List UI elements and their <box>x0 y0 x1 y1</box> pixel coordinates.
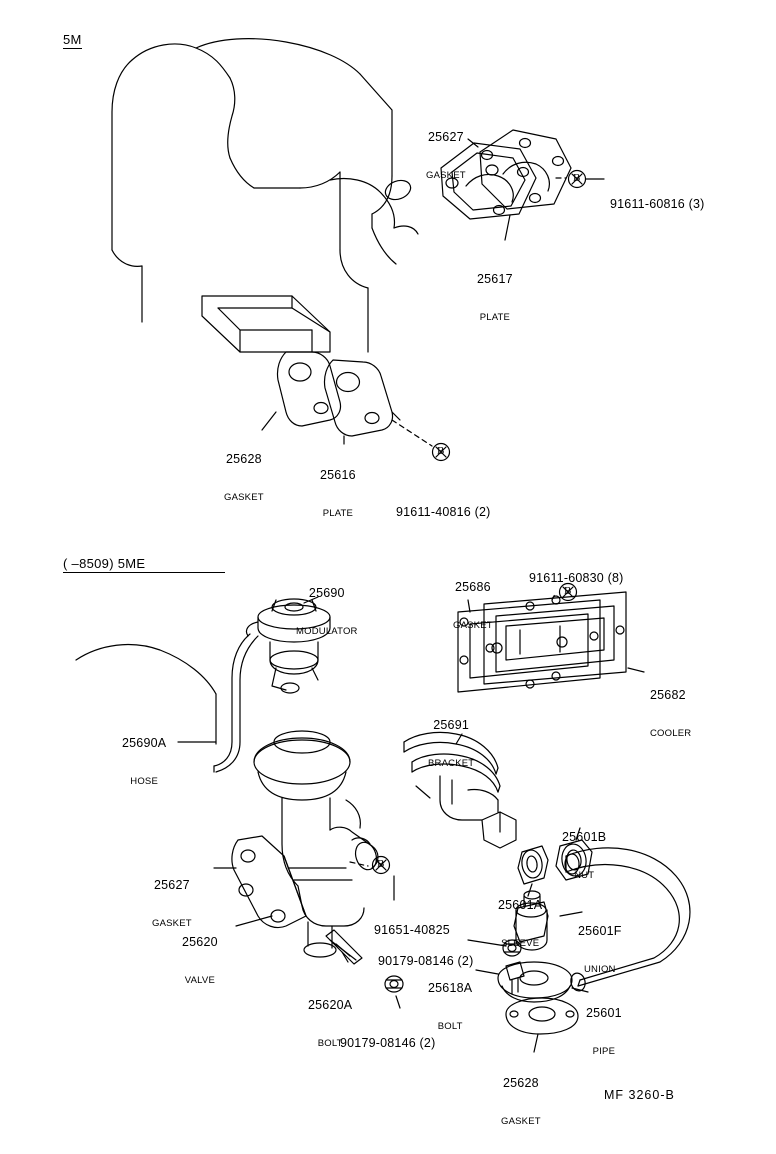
part-25690a-hose <box>214 634 258 772</box>
part-25628-gasket-bottom <box>506 998 578 1034</box>
section-label-5m: 5M <box>63 32 82 47</box>
leader-25617 <box>505 215 510 240</box>
callout-bolt-91611-40816: 91611-40816 (2) <box>396 505 491 519</box>
engine-head-outline <box>112 39 392 352</box>
callout-bolt-91611-60816: 91611-60816 (3) <box>610 197 705 211</box>
callout-25682-cooler: 25682 COOLER <box>650 688 692 739</box>
callout-25617-plate: 25617 PLATE <box>477 272 513 323</box>
callout-25690a-hose: 25690A HOSE <box>122 736 167 787</box>
section-label-5me: ( –8509) 5ME <box>63 556 225 573</box>
part-25620-valve <box>254 731 380 957</box>
leader-91651-40825 <box>350 862 368 866</box>
leader-bolt-40816 <box>392 420 432 446</box>
callout-25628-gasket-bottom: 25628 GASKET <box>501 1076 541 1127</box>
callout-25620a-bolt: 25620A BOLT <box>308 998 353 1049</box>
callout-25620-valve: 25620 VALVE <box>182 935 218 986</box>
callout-25627-gasket-bottom: 25627 GASKET <box>152 878 192 929</box>
callout-25690-modulator: 25690 MODULATOR <box>296 586 358 637</box>
callout-25601-pipe: 25601 PIPE <box>586 1006 622 1057</box>
bolt-marker-b-top-2: B <box>437 445 445 457</box>
callout-25616-plate: 25616 PLATE <box>320 468 356 519</box>
part-25628-gasket-top <box>277 352 340 426</box>
callout-25627-gasket-top: 25627 GASKET <box>426 130 466 181</box>
leader-90179-lower <box>396 996 400 1008</box>
callout-25691-bracket: 25691 BRACKET <box>428 718 475 769</box>
bolt-marker-b-bottom-1: B <box>564 585 572 597</box>
callout-nut-90179-08146-lower: 90179-08146 (2) <box>340 1036 436 1050</box>
footer-code: MF 3260-B <box>604 1088 675 1102</box>
bolt-marker-b-bottom-2: B <box>377 858 385 870</box>
callout-25601b-nut: 25601B NUT <box>562 830 607 881</box>
leader-25682 <box>628 668 644 672</box>
callout-bolt-91651-40825: 91651-40825 <box>374 923 450 937</box>
part-25616-plate <box>324 360 400 436</box>
callout-25601a-sleeve: 25601A SLEEVE <box>498 898 543 949</box>
leader-25628-top <box>262 412 276 430</box>
callout-25601f-union: 25601F UNION <box>578 924 622 975</box>
callout-25628-gasket-top: 25628 GASKET <box>224 452 264 503</box>
callout-25686-gasket: 25686 GASKET <box>453 580 493 631</box>
leader-25618a <box>476 970 498 974</box>
head-mount-boss <box>330 177 418 264</box>
head-flange <box>202 296 330 352</box>
callout-nut-90179-08146-upper: 90179-08146 (2) <box>378 954 474 968</box>
bolt-marker-b-top-1: B <box>573 172 581 184</box>
leader-25628-bottom <box>534 1034 538 1052</box>
part-25617-plate <box>480 130 571 209</box>
callout-25618a-bolt: 25618A BOLT <box>428 981 473 1032</box>
callout-bolt-91611-60830: 91611-60830 (8) <box>529 571 624 585</box>
